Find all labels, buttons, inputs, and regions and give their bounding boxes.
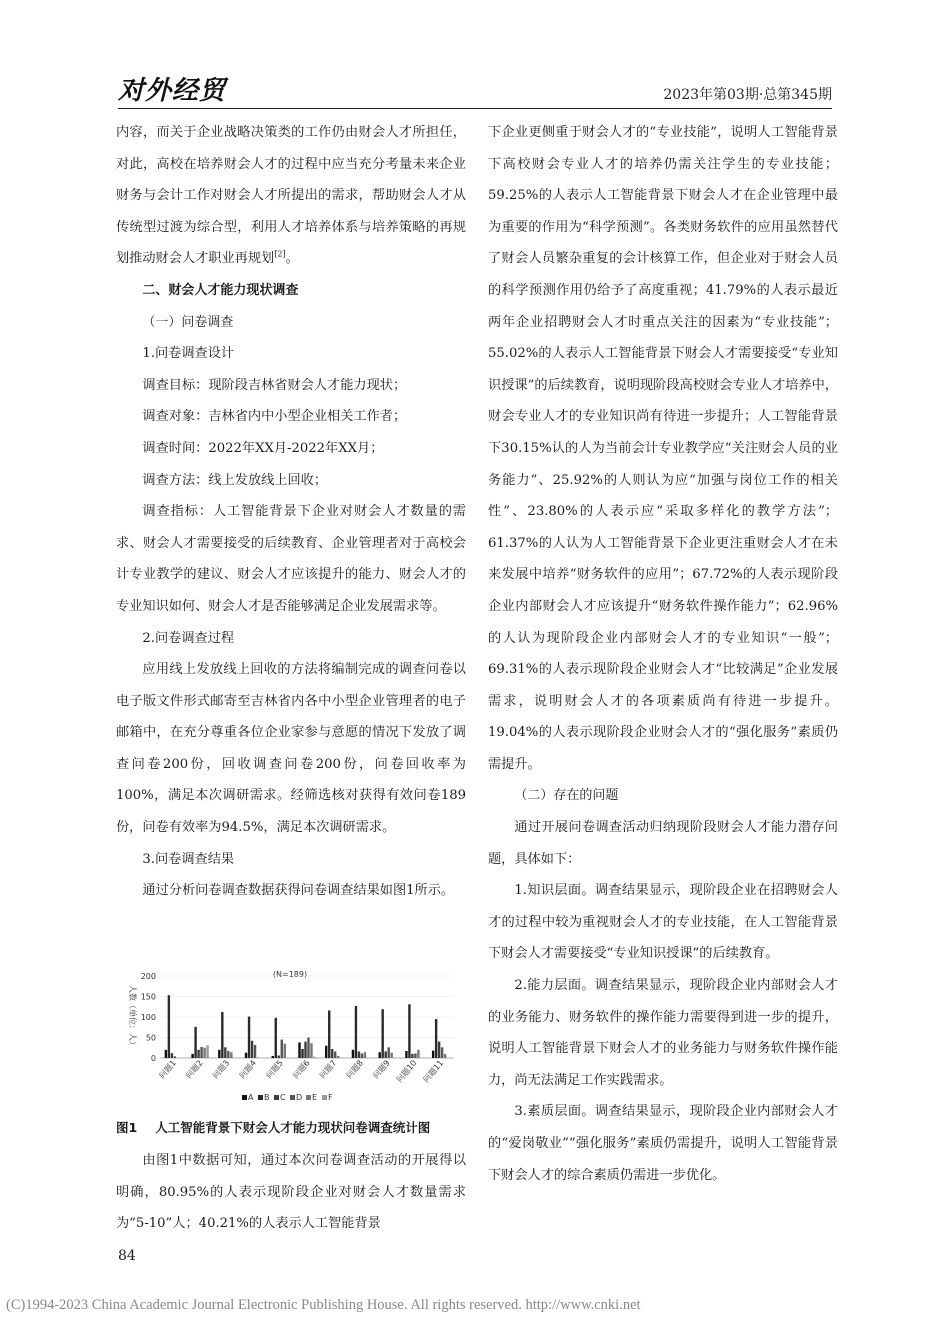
figure-caption (116, 1118, 466, 1136)
bar-d-1 (174, 1056, 176, 1058)
section-heading: 二、财会人才能力现状调查 (142, 282, 299, 298)
bar-e-9 (390, 1053, 392, 1058)
y-axis-label: 人数（单位：人） (128, 985, 137, 1049)
legend-swatch (258, 1095, 263, 1100)
bar-e-5 (284, 1044, 286, 1058)
y-tick-label: 100 (140, 1013, 156, 1022)
right-column (488, 117, 838, 1191)
bar-c-7 (331, 1049, 333, 1058)
bar-a-5 (272, 1056, 274, 1058)
figure-number: 图1 (116, 1120, 138, 1135)
bar-d-3 (227, 1051, 229, 1058)
paragraph: 通过开展问卷调查活动归纳现阶段财会人才能力潜存问题，具体如下： (488, 820, 838, 867)
copyright-footer: (C)1994-2023 China Academic Journal Electronic Publishing House. All rights reserved. http://www.cnki.net (6, 1297, 641, 1313)
header-divider (118, 108, 832, 109)
paragraph: 3.素质层面。调查结果显示，现阶段企业内部财会人才的“爱岗敬业”“强化服务”素质仍需提升，说明人工智能背景下财会人才的综合素质仍需进一步优化。 (488, 1104, 838, 1183)
figure-discussion (116, 1145, 466, 1240)
bar-f-6 (313, 1057, 315, 1058)
figure-title: 人工智能背景下财会人才能力现状问卷调查统计图 (155, 1120, 431, 1135)
bar-c-1 (171, 1053, 173, 1058)
x-tick-label: 问题2 (184, 1058, 205, 1081)
paragraph: 应用线上发放线上回收的方法将编制完成的调查问卷以电子版文件形式邮寄至吉林省内各中小型企业管理者的电子邮箱中，在充分尊重各位企业家参与意愿的情况下发放了调查问卷200份，回收调查问卷200份，问卷回收率为100%，满足本次调研需求。经筛选核对获得有效问卷189份，问卷有效率为94.5%，满足本次调研需求。 (116, 662, 466, 836)
legend-label: F (328, 1093, 333, 1102)
x-tick-label: 问题1 (157, 1058, 178, 1081)
subsection-heading: （一）问卷调查 (142, 314, 234, 330)
bar-e-2 (203, 1048, 205, 1058)
bar-c-8 (358, 1051, 360, 1058)
survey-bar-chart (120, 968, 462, 1110)
bar-f-2 (206, 1045, 208, 1058)
journal-logo (118, 72, 238, 108)
bar-d-2 (200, 1047, 202, 1058)
bar-e-8 (364, 1052, 366, 1058)
x-tick-label: 问题6 (291, 1058, 312, 1081)
bar-b-4 (248, 1017, 250, 1058)
subsection-heading: （二）存在的问题 (514, 788, 619, 804)
legend-label: C (280, 1093, 286, 1102)
paragraph: 调查对象：吉林省内中小型企业相关工作者； (142, 409, 407, 425)
legend-label: E (312, 1093, 318, 1102)
bar-b-9 (381, 1009, 383, 1058)
bar-c-3 (224, 1047, 226, 1058)
bar-c-11 (438, 1042, 440, 1058)
legend-swatch (290, 1095, 295, 1100)
paragraph: 由图1中数据可知，通过本次问卷调查活动的开展得以明确，80.95%的人表示现阶段企业对财会人才数量需求为“5-10”人；40.21%的人表示人工智能背景 (116, 1153, 466, 1232)
legend-label: A (248, 1093, 254, 1102)
subheading: 2.问卷调查过程 (142, 630, 235, 646)
bar-d-4 (254, 1045, 256, 1058)
paragraph: 调查方法：线上发放线上回收； (142, 472, 328, 488)
chart-title: (N=189) (272, 970, 308, 979)
bar-e-11 (444, 1054, 446, 1058)
bar-b-8 (355, 1006, 357, 1058)
bar-d-8 (361, 1053, 363, 1058)
bar-d-10 (414, 1053, 416, 1058)
y-tick-label: 150 (140, 992, 156, 1002)
x-tick-label: 问题10 (394, 1058, 419, 1085)
x-tick-label: 问题9 (371, 1058, 392, 1081)
legend-swatch (322, 1095, 327, 1100)
bar-d-6 (307, 1038, 309, 1059)
subheading: 1.问卷调查设计 (142, 346, 235, 362)
paragraph: 1.知识层面。调查结果显示，现阶段企业在招聘财会人才的过程中较为重视财会人才的专业技能，在人工智能背景下财会人才需要接受“专业知识授课”的后续教育。 (488, 883, 838, 962)
y-tick-label: 0 (150, 1054, 156, 1063)
issue-info: 2023年第03期·总第345期 (663, 87, 832, 103)
bar-c-9 (384, 1051, 386, 1058)
subheading: 3.问卷调查结果 (142, 851, 235, 867)
bar-a-1 (165, 1050, 167, 1058)
bar-d-11 (441, 1047, 443, 1058)
legend-swatch (306, 1095, 311, 1100)
bar-c-5 (278, 1056, 280, 1058)
paragraph: 调查时间：2022年XX月-2022年XX月； (142, 440, 384, 456)
bar-e-6 (310, 1043, 312, 1058)
bar-b-1 (168, 995, 170, 1058)
bar-b-5 (275, 1018, 277, 1058)
legend-label: B (264, 1093, 270, 1102)
legend-swatch (242, 1095, 247, 1100)
y-tick-label: 50 (145, 1033, 156, 1043)
page-number: 84 (118, 1248, 136, 1264)
bar-a-4 (245, 1053, 247, 1058)
bar-a-6 (298, 1042, 300, 1058)
bar-c-6 (304, 1042, 306, 1058)
bar-a-8 (352, 1050, 354, 1058)
x-tick-label: 问题3 (210, 1058, 232, 1081)
bar-b-2 (194, 1027, 196, 1058)
bar-e-7 (337, 1056, 339, 1058)
x-tick-label: 问题8 (344, 1058, 365, 1081)
bar-a-7 (325, 1046, 327, 1058)
bar-a-10 (405, 1051, 407, 1058)
bar-a-3 (218, 1050, 220, 1058)
y-tick-label: 200 (140, 972, 156, 981)
bar-d-7 (334, 1051, 336, 1058)
paragraph: 内容，而关于企业战略决策类的工作仍由财会人才所担任，对此，高校在培养财会人才的过程中应当充分考量未来企业财务与会计工作对财会人才所提出的需求，帮助财会人才从传统型过渡为综合型，利用人才培养体系与培养策略的再规划推动财会人才职业再规划[2]。 (116, 125, 466, 267)
bar-b-7 (328, 1010, 330, 1058)
x-tick-label: 问题7 (317, 1058, 339, 1081)
bar-c-2 (197, 1050, 199, 1058)
bar-b-3 (221, 1012, 223, 1058)
bar-c-4 (251, 1041, 253, 1058)
legend-label: D (296, 1093, 303, 1102)
citation: [2] (274, 249, 286, 259)
bar-d-9 (387, 1047, 389, 1058)
paragraph: 下企业更侧重于财会人才的“专业技能”，说明人工智能背景下高校财会专业人才的培养仍需关注学生的专业技能；59.25%的人表示人工智能背景下财会人才在企业管理中最为重要的作用为“科学预测”。各类财务软件的应用虽然替代了财会人员繁杂重复的会计核算工作，但企业对于财会人员的科学预测作用仍给予了高度重视；41.79%的人表示最近两年企业招聘财会人才时重点关注的因素为“专业技能”；55.02%的人表示人工智能背景下财会人才需要接受“专业知识授课”的后续教育，说明现阶段高校财会专业人才培养中，财会专业人才的专业知识尚有待进一步提升；人工智能背景下30.15%认的人为当前会计专业教学应“关注财会人员的业务能力”、25.92%的人则认为应“加强与岗位工作的相关性”、23.80%的人表示应“采取多样化的教学方法”；61.37%的人认为人工智能背景下企业更注重财会人才在未来发展中培养“财务软件的应用”；67.72%的人表示现阶段企业内部财会人才应该提升“财务软件操作能力”；62.96%的人认为现阶段企业内部财会人才的专业知识“一般”；69.31%的人表示现阶段企业财会人才“比较满足”企业发展需求，说明财会人才的各项素质尚有待进一步提升。19.04%的人表示现阶段企业财会人才的“强化服务”素质仍需提升。 (488, 125, 838, 772)
bar-a-2 (191, 1054, 193, 1058)
paragraph: 通过分析问卷调查数据获得问卷调查结果如图1所示。 (142, 883, 455, 899)
bar-a-9 (378, 1052, 380, 1058)
bar-b-6 (301, 1049, 303, 1058)
x-tick-label: 问题5 (264, 1058, 285, 1081)
paragraph: 调查目标：现阶段吉林省财会人才能力现状； (142, 377, 407, 393)
paragraph: 2.能力层面。调查结果显示，现阶段企业内部财会人才的业务能力、财务软件的操作能力需要得到进一步的提升，说明人工智能背景下财会人才的业务能力与财务软件操作能力，尚无法满足工作实践需求。 (488, 978, 838, 1088)
bar-b-10 (408, 1004, 410, 1058)
bar-b-11 (435, 1019, 437, 1058)
bar-d-5 (281, 1040, 283, 1058)
left-column (116, 117, 466, 907)
bar-e-10 (417, 1050, 419, 1058)
bar-e-3 (230, 1052, 232, 1058)
x-tick-label: 问题11 (421, 1058, 446, 1085)
x-tick-label: 问题4 (237, 1058, 259, 1081)
legend-swatch (274, 1095, 279, 1100)
paragraph: 调查指标：人工智能背景下企业对财会人才数量的需求、财会人才需要接受的后续教育、企业管理者对于高校会计专业教学的建议、财会人才应该提升的能力、财会人才的专业知识如何、财会人才是否能够满足企业发展需求等。 (116, 504, 466, 614)
bar-c-10 (411, 1054, 413, 1058)
bar-a-11 (432, 1051, 434, 1058)
logo-text: 对外经贸 (118, 76, 227, 106)
